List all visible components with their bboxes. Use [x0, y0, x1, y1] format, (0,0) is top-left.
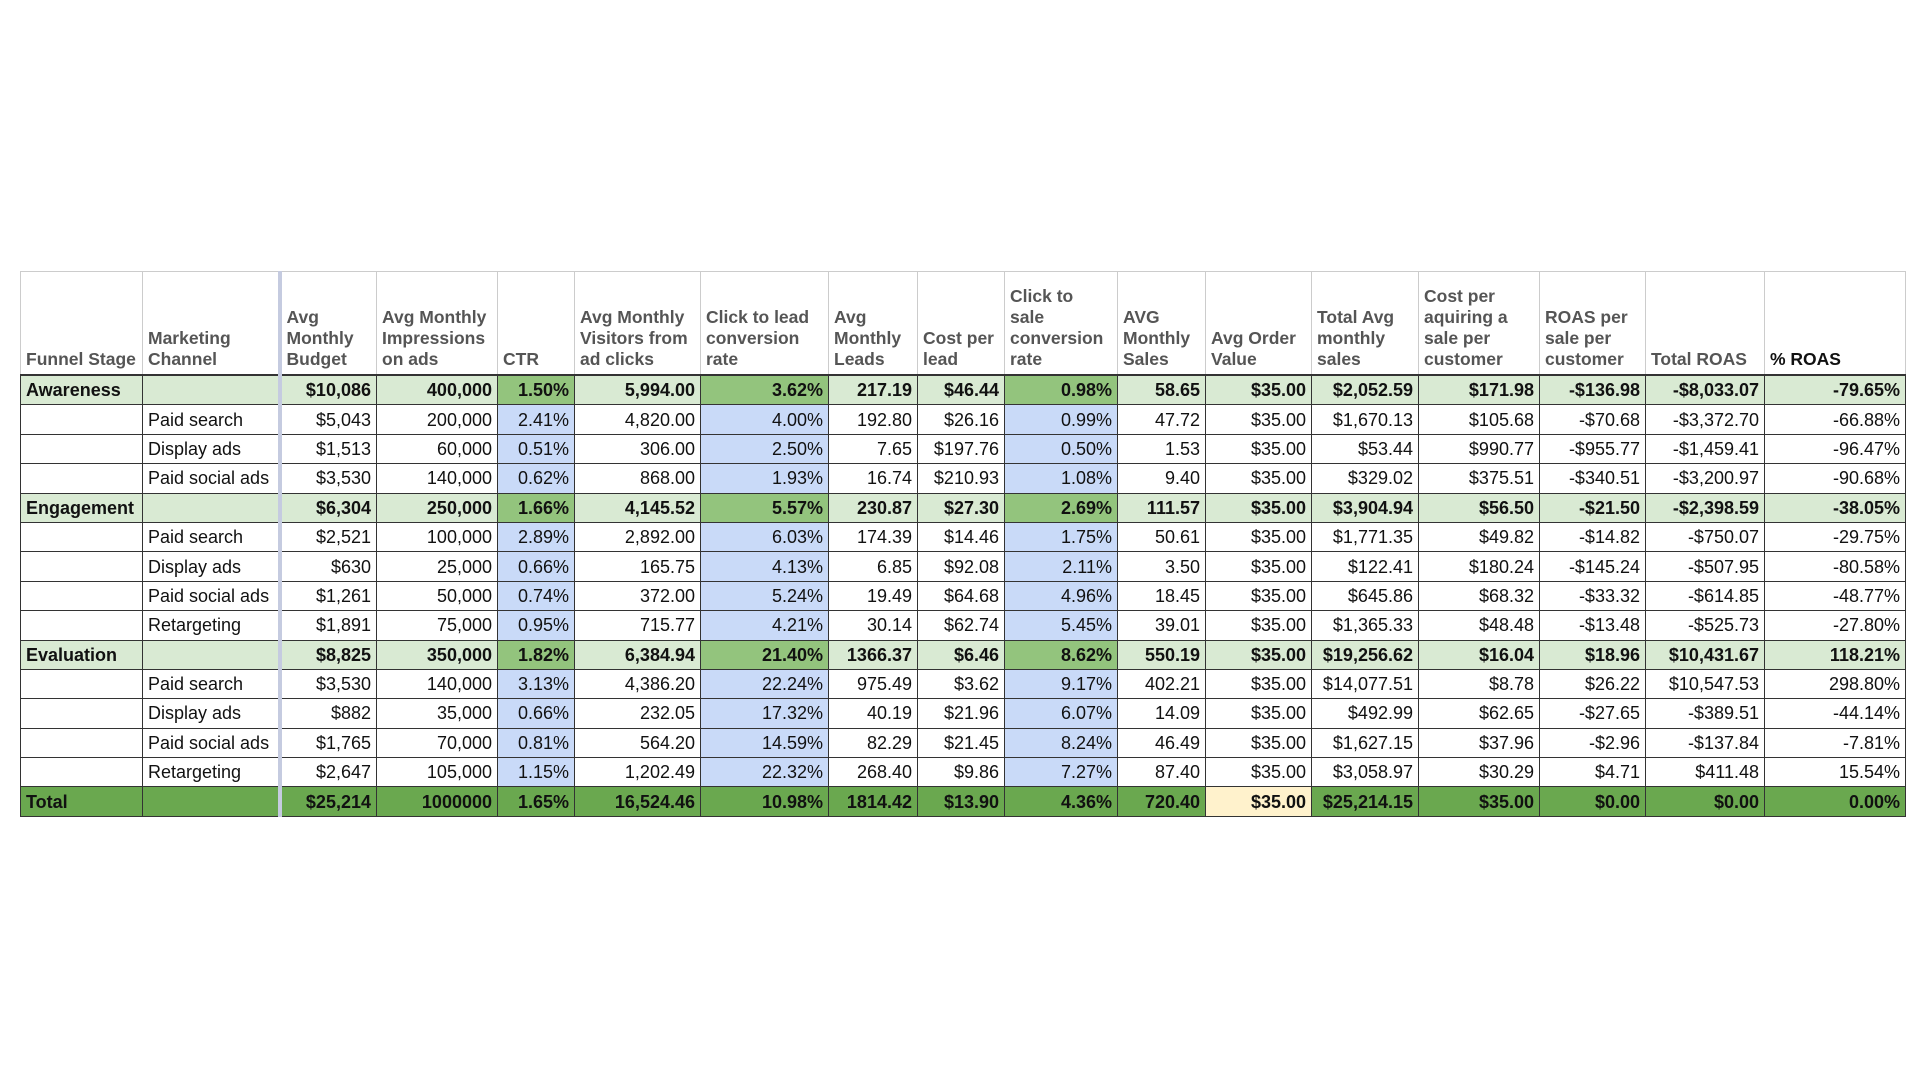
cell-r14-c4[interactable]: 1.65% — [498, 787, 575, 816]
header-total-monthly-sales: Total Avg monthly sales — [1312, 272, 1419, 376]
cell-r13-c0[interactable] — [21, 758, 143, 787]
cell-r1-c12[interactable]: $1,670.13 — [1312, 405, 1419, 434]
header-funnel-stage: Funnel Stage — [21, 272, 143, 376]
cell-r6-c3[interactable]: 25,000 — [377, 552, 498, 581]
cell-r8-c12[interactable]: $1,365.33 — [1312, 611, 1419, 640]
cell-r10-c1[interactable]: Paid search — [143, 669, 280, 698]
cell-r9-c11[interactable]: $35.00 — [1206, 640, 1312, 669]
cell-r6-c2[interactable]: $630 — [280, 552, 377, 581]
cell-r4-c11[interactable]: $35.00 — [1206, 493, 1312, 522]
cell-r2-c11[interactable]: $35.00 — [1206, 434, 1312, 463]
cell-r11-c8[interactable]: $21.96 — [918, 699, 1005, 728]
cell-r0-c15[interactable]: -$8,033.07 — [1646, 375, 1765, 405]
cell-r12-c5[interactable]: 564.20 — [575, 728, 701, 757]
cell-r1-c2[interactable]: $5,043 — [280, 405, 377, 434]
cell-r0-c5[interactable]: 5,994.00 — [575, 375, 701, 405]
cell-r7-c16[interactable]: -48.77% — [1765, 581, 1906, 610]
cell-r0-c12[interactable]: $2,052.59 — [1312, 375, 1419, 405]
cell-r13-c3[interactable]: 105,000 — [377, 758, 498, 787]
cell-r3-c1[interactable]: Paid social ads — [143, 464, 280, 493]
cell-r1-c15[interactable]: -$3,372.70 — [1646, 405, 1765, 434]
cell-r8-c3[interactable]: 75,000 — [377, 611, 498, 640]
cell-r9-c10[interactable]: 550.19 — [1118, 640, 1206, 669]
cell-r5-c1[interactable]: Paid search — [143, 522, 280, 551]
cell-r8-c8[interactable]: $62.74 — [918, 611, 1005, 640]
header-cost-per-lead: Cost per lead — [918, 272, 1005, 376]
cell-r0-c0[interactable]: Awareness — [21, 375, 143, 405]
cell-r5-c0[interactable] — [21, 522, 143, 551]
cell-r13-c1[interactable]: Retargeting — [143, 758, 280, 787]
cell-r3-c7[interactable]: 16.74 — [829, 464, 918, 493]
cell-r10-c6[interactable]: 22.24% — [701, 669, 829, 698]
cell-r14-c10[interactable]: 720.40 — [1118, 787, 1206, 816]
cell-r6-c11[interactable]: $35.00 — [1206, 552, 1312, 581]
cell-r4-c6[interactable]: 5.57% — [701, 493, 829, 522]
cell-r4-c4[interactable]: 1.66% — [498, 493, 575, 522]
cell-r2-c15[interactable]: -$1,459.41 — [1646, 434, 1765, 463]
cell-r14-c8[interactable]: $13.90 — [918, 787, 1005, 816]
cell-r7-c1[interactable]: Paid social ads — [143, 581, 280, 610]
total-row — [21, 787, 1906, 816]
cell-r10-c8[interactable]: $3.62 — [918, 669, 1005, 698]
table-row — [21, 758, 1906, 787]
cell-r11-c4[interactable]: 0.66% — [498, 699, 575, 728]
cell-r6-c1[interactable]: Display ads — [143, 552, 280, 581]
cell-r14-c11[interactable]: $35.00 — [1206, 787, 1312, 816]
cell-r7-c15[interactable]: -$614.85 — [1646, 581, 1765, 610]
cell-r5-c6[interactable]: 6.03% — [701, 522, 829, 551]
cell-r4-c5[interactable]: 4,145.52 — [575, 493, 701, 522]
cell-r14-c14[interactable]: $0.00 — [1540, 787, 1646, 816]
cell-r9-c4[interactable]: 1.82% — [498, 640, 575, 669]
cell-r14-c5[interactable]: 16,524.46 — [575, 787, 701, 816]
cell-r12-c1[interactable]: Paid social ads — [143, 728, 280, 757]
cell-r10-c10[interactable]: 402.21 — [1118, 669, 1206, 698]
cell-r5-c9[interactable]: 1.75% — [1005, 522, 1118, 551]
cell-r8-c7[interactable]: 30.14 — [829, 611, 918, 640]
cell-r10-c3[interactable]: 140,000 — [377, 669, 498, 698]
cell-r11-c12[interactable]: $492.99 — [1312, 699, 1419, 728]
header-row — [21, 272, 1906, 376]
cell-r8-c6[interactable]: 4.21% — [701, 611, 829, 640]
cell-r11-c5[interactable]: 232.05 — [575, 699, 701, 728]
cell-r13-c10[interactable]: 87.40 — [1118, 758, 1206, 787]
cell-r7-c9[interactable]: 4.96% — [1005, 581, 1118, 610]
cell-r9-c8[interactable]: $6.46 — [918, 640, 1005, 669]
table-row — [21, 522, 1906, 551]
cell-r8-c0[interactable] — [21, 611, 143, 640]
cell-r7-c10[interactable]: 18.45 — [1118, 581, 1206, 610]
cell-r7-c11[interactable]: $35.00 — [1206, 581, 1312, 610]
cell-r12-c13[interactable]: $37.96 — [1419, 728, 1540, 757]
cell-r10-c5[interactable]: 4,386.20 — [575, 669, 701, 698]
cell-r5-c10[interactable]: 50.61 — [1118, 522, 1206, 551]
cell-r11-c10[interactable]: 14.09 — [1118, 699, 1206, 728]
cell-r3-c5[interactable]: 868.00 — [575, 464, 701, 493]
cell-r4-c15[interactable]: -$2,398.59 — [1646, 493, 1765, 522]
cell-r8-c16[interactable]: -27.80% — [1765, 611, 1906, 640]
cell-r5-c16[interactable]: -29.75% — [1765, 522, 1906, 551]
header-cost-per-sale: Cost per aquiring a sale per customer — [1419, 272, 1540, 376]
cell-r3-c15[interactable]: -$3,200.97 — [1646, 464, 1765, 493]
cell-r4-c14[interactable]: -$21.50 — [1540, 493, 1646, 522]
cell-r2-c5[interactable]: 306.00 — [575, 434, 701, 463]
cell-r1-c8[interactable]: $26.16 — [918, 405, 1005, 434]
cell-r13-c9[interactable]: 7.27% — [1005, 758, 1118, 787]
cell-r2-c2[interactable]: $1,513 — [280, 434, 377, 463]
cell-r10-c0[interactable] — [21, 669, 143, 698]
cell-r3-c14[interactable]: -$340.51 — [1540, 464, 1646, 493]
cell-r3-c13[interactable]: $375.51 — [1419, 464, 1540, 493]
header-marketing-channel: Marketing Channel — [143, 272, 280, 376]
cell-r12-c10[interactable]: 46.49 — [1118, 728, 1206, 757]
cell-r0-c16[interactable]: -79.65% — [1765, 375, 1906, 405]
cell-r8-c11[interactable]: $35.00 — [1206, 611, 1312, 640]
cell-r3-c9[interactable]: 1.08% — [1005, 464, 1118, 493]
cell-r2-c10[interactable]: 1.53 — [1118, 434, 1206, 463]
cell-r13-c7[interactable]: 268.40 — [829, 758, 918, 787]
cell-r11-c7[interactable]: 40.19 — [829, 699, 918, 728]
header-total-roas: Total ROAS — [1646, 272, 1765, 376]
header-leads: Avg Monthly Leads — [829, 272, 918, 376]
cell-r3-c4[interactable]: 0.62% — [498, 464, 575, 493]
cell-r0-c7[interactable]: 217.19 — [829, 375, 918, 405]
cell-r6-c16[interactable]: -80.58% — [1765, 552, 1906, 581]
cell-r0-c2[interactable]: $10,086 — [280, 375, 377, 405]
cell-r0-c9[interactable]: 0.98% — [1005, 375, 1118, 405]
cell-r12-c8[interactable]: $21.45 — [918, 728, 1005, 757]
cell-r1-c11[interactable]: $35.00 — [1206, 405, 1312, 434]
cell-r12-c15[interactable]: -$137.84 — [1646, 728, 1765, 757]
cell-r0-c6[interactable]: 3.62% — [701, 375, 829, 405]
cell-r11-c3[interactable]: 35,000 — [377, 699, 498, 728]
table-row — [21, 434, 1906, 463]
table-row — [21, 669, 1906, 698]
cell-r9-c16[interactable]: 118.21% — [1765, 640, 1906, 669]
cell-r8-c1[interactable]: Retargeting — [143, 611, 280, 640]
cell-r2-c12[interactable]: $53.44 — [1312, 434, 1419, 463]
cell-r6-c8[interactable]: $92.08 — [918, 552, 1005, 581]
cell-r9-c14[interactable]: $18.96 — [1540, 640, 1646, 669]
cell-r1-c7[interactable]: 192.80 — [829, 405, 918, 434]
cell-r2-c8[interactable]: $197.76 — [918, 434, 1005, 463]
cell-r10-c14[interactable]: $26.22 — [1540, 669, 1646, 698]
cell-r3-c0[interactable] — [21, 464, 143, 493]
cell-r14-c7[interactable]: 1814.42 — [829, 787, 918, 816]
cell-r7-c5[interactable]: 372.00 — [575, 581, 701, 610]
table-row — [21, 464, 1906, 493]
cell-r2-c9[interactable]: 0.50% — [1005, 434, 1118, 463]
cell-r5-c8[interactable]: $14.46 — [918, 522, 1005, 551]
cell-r6-c7[interactable]: 6.85 — [829, 552, 918, 581]
cell-r14-c15[interactable]: $0.00 — [1646, 787, 1765, 816]
cell-r14-c3[interactable]: 1000000 — [377, 787, 498, 816]
cell-r7-c13[interactable]: $68.32 — [1419, 581, 1540, 610]
cell-r13-c5[interactable]: 1,202.49 — [575, 758, 701, 787]
cell-r13-c13[interactable]: $30.29 — [1419, 758, 1540, 787]
cell-r13-c15[interactable]: $411.48 — [1646, 758, 1765, 787]
cell-r3-c11[interactable]: $35.00 — [1206, 464, 1312, 493]
cell-r1-c13[interactable]: $105.68 — [1419, 405, 1540, 434]
cell-r13-c14[interactable]: $4.71 — [1540, 758, 1646, 787]
cell-r6-c14[interactable]: -$145.24 — [1540, 552, 1646, 581]
cell-r12-c3[interactable]: 70,000 — [377, 728, 498, 757]
spreadsheet — [20, 271, 1905, 819]
cell-r5-c15[interactable]: -$750.07 — [1646, 522, 1765, 551]
cell-r1-c14[interactable]: -$70.68 — [1540, 405, 1646, 434]
cell-r10-c4[interactable]: 3.13% — [498, 669, 575, 698]
cell-r2-c1[interactable]: Display ads — [143, 434, 280, 463]
cell-r1-c4[interactable]: 2.41% — [498, 405, 575, 434]
cell-r9-c3[interactable]: 350,000 — [377, 640, 498, 669]
cell-r0-c11[interactable]: $35.00 — [1206, 375, 1312, 405]
cell-r0-c10[interactable]: 58.65 — [1118, 375, 1206, 405]
cell-r2-c16[interactable]: -96.47% — [1765, 434, 1906, 463]
header-roas-per-sale: ROAS per sale per customer — [1540, 272, 1646, 376]
cell-r12-c6[interactable]: 14.59% — [701, 728, 829, 757]
funnel-table — [20, 271, 1906, 817]
cell-r13-c16[interactable]: 15.54% — [1765, 758, 1906, 787]
cell-r1-c6[interactable]: 4.00% — [701, 405, 829, 434]
table-row — [21, 552, 1906, 581]
cell-r7-c0[interactable] — [21, 581, 143, 610]
cell-r10-c9[interactable]: 9.17% — [1005, 669, 1118, 698]
cell-r7-c7[interactable]: 19.49 — [829, 581, 918, 610]
cell-r9-c15[interactable]: $10,431.67 — [1646, 640, 1765, 669]
header-visitors: Avg Monthly Visitors from ad clicks — [575, 272, 701, 376]
cell-r10-c7[interactable]: 975.49 — [829, 669, 918, 698]
cell-r6-c15[interactable]: -$507.95 — [1646, 552, 1765, 581]
cell-r5-c5[interactable]: 2,892.00 — [575, 522, 701, 551]
cell-r2-c7[interactable]: 7.65 — [829, 434, 918, 463]
cell-r3-c3[interactable]: 140,000 — [377, 464, 498, 493]
cell-r11-c16[interactable]: -44.14% — [1765, 699, 1906, 728]
cell-r8-c10[interactable]: 39.01 — [1118, 611, 1206, 640]
cell-r11-c1[interactable]: Display ads — [143, 699, 280, 728]
cell-r9-c12[interactable]: $19,256.62 — [1312, 640, 1419, 669]
cell-r12-c4[interactable]: 0.81% — [498, 728, 575, 757]
cell-r8-c9[interactable]: 5.45% — [1005, 611, 1118, 640]
cell-r13-c11[interactable]: $35.00 — [1206, 758, 1312, 787]
cell-r10-c2[interactable]: $3,530 — [280, 669, 377, 698]
cell-r8-c14[interactable]: -$13.48 — [1540, 611, 1646, 640]
header-impressions: Avg Monthly Impressions on ads — [377, 272, 498, 376]
table-row — [21, 405, 1906, 434]
cell-r14-c2[interactable]: $25,214 — [280, 787, 377, 816]
cell-r4-c2[interactable]: $6,304 — [280, 493, 377, 522]
cell-r11-c0[interactable] — [21, 699, 143, 728]
cell-r3-c8[interactable]: $210.93 — [918, 464, 1005, 493]
cell-r5-c7[interactable]: 174.39 — [829, 522, 918, 551]
cell-r2-c4[interactable]: 0.51% — [498, 434, 575, 463]
table-row — [21, 728, 1906, 757]
cell-r12-c16[interactable]: -7.81% — [1765, 728, 1906, 757]
cell-r12-c9[interactable]: 8.24% — [1005, 728, 1118, 757]
cell-r14-c13[interactable]: $35.00 — [1419, 787, 1540, 816]
cell-r3-c10[interactable]: 9.40 — [1118, 464, 1206, 493]
cell-r7-c12[interactable]: $645.86 — [1312, 581, 1419, 610]
cell-r0-c1[interactable] — [143, 375, 280, 405]
cell-r14-c9[interactable]: 4.36% — [1005, 787, 1118, 816]
cell-r4-c16[interactable]: -38.05% — [1765, 493, 1906, 522]
cell-r2-c0[interactable] — [21, 434, 143, 463]
cell-r12-c0[interactable] — [21, 728, 143, 757]
cell-r14-c16[interactable]: 0.00% — [1765, 787, 1906, 816]
stage-row — [21, 493, 1906, 522]
cell-r5-c14[interactable]: -$14.82 — [1540, 522, 1646, 551]
cell-r12-c12[interactable]: $1,627.15 — [1312, 728, 1419, 757]
cell-r4-c12[interactable]: $3,904.94 — [1312, 493, 1419, 522]
cell-r7-c4[interactable]: 0.74% — [498, 581, 575, 610]
cell-r11-c13[interactable]: $62.65 — [1419, 699, 1540, 728]
cell-r5-c2[interactable]: $2,521 — [280, 522, 377, 551]
header-avg-monthly-budget: Avg Monthly Budget — [280, 272, 377, 376]
cell-r1-c16[interactable]: -66.88% — [1765, 405, 1906, 434]
table-row — [21, 699, 1906, 728]
cell-r10-c16[interactable]: 298.80% — [1765, 669, 1906, 698]
cell-r1-c0[interactable] — [21, 405, 143, 434]
cell-r6-c6[interactable]: 4.13% — [701, 552, 829, 581]
cell-r12-c2[interactable]: $1,765 — [280, 728, 377, 757]
cell-r9-c9[interactable]: 8.62% — [1005, 640, 1118, 669]
cell-r0-c3[interactable]: 400,000 — [377, 375, 498, 405]
cell-r14-c6[interactable]: 10.98% — [701, 787, 829, 816]
cell-r5-c3[interactable]: 100,000 — [377, 522, 498, 551]
cell-r11-c14[interactable]: -$27.65 — [1540, 699, 1646, 728]
cell-r6-c9[interactable]: 2.11% — [1005, 552, 1118, 581]
cell-r4-c13[interactable]: $56.50 — [1419, 493, 1540, 522]
cell-r14-c0[interactable]: Total — [21, 787, 143, 816]
cell-r11-c9[interactable]: 6.07% — [1005, 699, 1118, 728]
cell-r6-c13[interactable]: $180.24 — [1419, 552, 1540, 581]
cell-r9-c0[interactable]: Evaluation — [21, 640, 143, 669]
cell-r2-c6[interactable]: 2.50% — [701, 434, 829, 463]
cell-r13-c12[interactable]: $3,058.97 — [1312, 758, 1419, 787]
cell-r4-c10[interactable]: 111.57 — [1118, 493, 1206, 522]
cell-r0-c4[interactable]: 1.50% — [498, 375, 575, 405]
cell-r10-c11[interactable]: $35.00 — [1206, 669, 1312, 698]
stage-row — [21, 640, 1906, 669]
cell-r8-c2[interactable]: $1,891 — [280, 611, 377, 640]
cell-r0-c13[interactable]: $171.98 — [1419, 375, 1540, 405]
cell-r7-c2[interactable]: $1,261 — [280, 581, 377, 610]
cell-r8-c13[interactable]: $48.48 — [1419, 611, 1540, 640]
cell-r9-c6[interactable]: 21.40% — [701, 640, 829, 669]
cell-r11-c11[interactable]: $35.00 — [1206, 699, 1312, 728]
cell-r0-c8[interactable]: $46.44 — [918, 375, 1005, 405]
cell-r2-c14[interactable]: -$955.77 — [1540, 434, 1646, 463]
header-click-to-sale: Click to sale conversion rate — [1005, 272, 1118, 376]
cell-r9-c2[interactable]: $8,825 — [280, 640, 377, 669]
cell-r13-c4[interactable]: 1.15% — [498, 758, 575, 787]
cell-r7-c8[interactable]: $64.68 — [918, 581, 1005, 610]
cell-r1-c10[interactable]: 47.72 — [1118, 405, 1206, 434]
cell-r8-c5[interactable]: 715.77 — [575, 611, 701, 640]
cell-r3-c6[interactable]: 1.93% — [701, 464, 829, 493]
cell-r14-c12[interactable]: $25,214.15 — [1312, 787, 1419, 816]
cell-r13-c6[interactable]: 22.32% — [701, 758, 829, 787]
header-click-to-lead: Click to lead conversion rate — [701, 272, 829, 376]
cell-r11-c6[interactable]: 17.32% — [701, 699, 829, 728]
cell-r11-c2[interactable]: $882 — [280, 699, 377, 728]
cell-r4-c7[interactable]: 230.87 — [829, 493, 918, 522]
cell-r7-c6[interactable]: 5.24% — [701, 581, 829, 610]
table-row — [21, 581, 1906, 610]
cell-r1-c5[interactable]: 4,820.00 — [575, 405, 701, 434]
cell-r8-c15[interactable]: -$525.73 — [1646, 611, 1765, 640]
cell-r4-c8[interactable]: $27.30 — [918, 493, 1005, 522]
cell-r10-c12[interactable]: $14,077.51 — [1312, 669, 1419, 698]
header-percent-roas: % ROAS — [1765, 272, 1906, 376]
cell-r10-c15[interactable]: $10,547.53 — [1646, 669, 1765, 698]
header-ctr: CTR — [498, 272, 575, 376]
cell-r9-c13[interactable]: $16.04 — [1419, 640, 1540, 669]
cell-r8-c4[interactable]: 0.95% — [498, 611, 575, 640]
cell-r11-c15[interactable]: -$389.51 — [1646, 699, 1765, 728]
cell-r1-c1[interactable]: Paid search — [143, 405, 280, 434]
cell-r6-c0[interactable] — [21, 552, 143, 581]
cell-r3-c16[interactable]: -90.68% — [1765, 464, 1906, 493]
cell-r5-c4[interactable]: 2.89% — [498, 522, 575, 551]
table-row — [21, 611, 1906, 640]
cell-r6-c12[interactable]: $122.41 — [1312, 552, 1419, 581]
cell-r2-c3[interactable]: 60,000 — [377, 434, 498, 463]
cell-r1-c9[interactable]: 0.99% — [1005, 405, 1118, 434]
cell-r12-c14[interactable]: -$2.96 — [1540, 728, 1646, 757]
cell-r12-c11[interactable]: $35.00 — [1206, 728, 1312, 757]
cell-r13-c2[interactable]: $2,647 — [280, 758, 377, 787]
cell-r13-c8[interactable]: $9.86 — [918, 758, 1005, 787]
cell-r6-c5[interactable]: 165.75 — [575, 552, 701, 581]
cell-r5-c13[interactable]: $49.82 — [1419, 522, 1540, 551]
cell-r7-c3[interactable]: 50,000 — [377, 581, 498, 610]
cell-r6-c10[interactable]: 3.50 — [1118, 552, 1206, 581]
header-monthly-sales: AVG Monthly Sales — [1118, 272, 1206, 376]
cell-r3-c2[interactable]: $3,530 — [280, 464, 377, 493]
cell-r14-c1[interactable] — [143, 787, 280, 816]
cell-r1-c3[interactable]: 200,000 — [377, 405, 498, 434]
cell-r12-c7[interactable]: 82.29 — [829, 728, 918, 757]
cell-r9-c1[interactable] — [143, 640, 280, 669]
cell-r3-c12[interactable]: $329.02 — [1312, 464, 1419, 493]
cell-r5-c11[interactable]: $35.00 — [1206, 522, 1312, 551]
cell-r4-c0[interactable]: Engagement — [21, 493, 143, 522]
header-avg-order-value: Avg Order Value — [1206, 272, 1312, 376]
stage-row — [21, 375, 1906, 405]
cell-r0-c14[interactable]: -$136.98 — [1540, 375, 1646, 405]
cell-r9-c5[interactable]: 6,384.94 — [575, 640, 701, 669]
cell-r7-c14[interactable]: -$33.32 — [1540, 581, 1646, 610]
cell-r6-c4[interactable]: 0.66% — [498, 552, 575, 581]
cell-r4-c1[interactable] — [143, 493, 280, 522]
cell-r4-c3[interactable]: 250,000 — [377, 493, 498, 522]
cell-r2-c13[interactable]: $990.77 — [1419, 434, 1540, 463]
cell-r4-c9[interactable]: 2.69% — [1005, 493, 1118, 522]
cell-r10-c13[interactable]: $8.78 — [1419, 669, 1540, 698]
cell-r9-c7[interactable]: 1366.37 — [829, 640, 918, 669]
cell-r5-c12[interactable]: $1,771.35 — [1312, 522, 1419, 551]
